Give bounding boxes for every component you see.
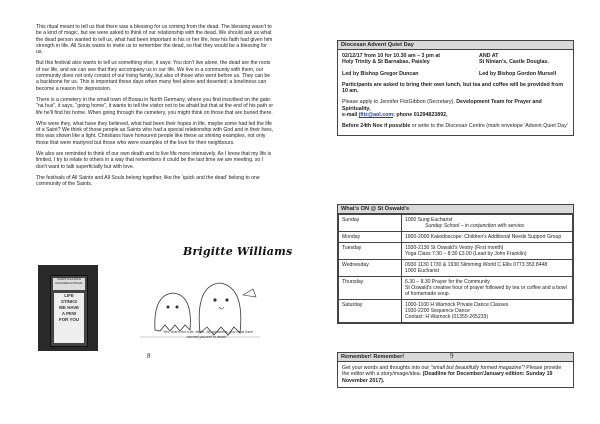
sign-line: WE HAVE xyxy=(58,305,80,310)
events-cell xyxy=(402,243,573,260)
bring-lunch-note: Participants are asked to bring their own lunch, but tea and coffee will be provided from 10 am. xyxy=(342,81,564,95)
paragraph: But this festival also wants to tell us something else, it says: You don't live alone, the dead are the roots of our life, and we can see that they accompany us in our life. We live in a community with them, our community does not only consist of our living family, but also of those who went before us. They can be a backbone for us. This is important these days when many feel alone and deserted; a loneliness can become a reason for depression. xyxy=(36,60,271,92)
event-line: 1930-2200 Sequence Dance xyxy=(405,308,470,314)
table-row xyxy=(339,215,573,232)
event-line: 1000-1100 H Warnock Private Dance Classes xyxy=(405,302,509,308)
author-signature: Brigitte Williams xyxy=(183,245,293,258)
box-heading: Diocesan Advent Quiet Day xyxy=(338,41,573,50)
church-sign-photo xyxy=(38,265,98,351)
page-number: 9 xyxy=(450,352,454,360)
box-body xyxy=(338,362,573,387)
event-line: 6.30 – 8.30 Prayer for the Community xyxy=(405,279,490,285)
event-line: 1930-2130 St Oswald's Vestry (First month) xyxy=(405,245,504,251)
day-cell: Tuesday xyxy=(339,243,402,260)
events-cell xyxy=(402,215,573,232)
apply-prefix: Please apply to Jennifer FitzGibbon (Secretary), xyxy=(342,99,457,106)
apply-team: Development Team for Prayer and Spirituality, xyxy=(342,99,542,112)
box-body xyxy=(338,50,573,135)
remember-box xyxy=(337,352,574,388)
venue-castle-douglas: St Ninian's, Castle Douglas. xyxy=(479,59,549,66)
event-line: St Oswald's creative hour of prayer followed by tea or coffee and a bowl of homemade soup. xyxy=(405,285,567,297)
event-line: 0930 1130 1730 & 1930 Slimming World C Ellis 0773 353 8448 xyxy=(405,262,548,268)
sign-line: FOR YOU xyxy=(59,317,79,322)
paragraph: There is a cemetery in the small town of Bosau in North Germany, where you find inscribed on the gate: "na hus", it says, "going home", it wants to tell the visitor not to be afraid but that at the end of his path or life he'll find his home. When going through the cemetery, you might think on those that are buried there. xyxy=(36,96,274,116)
day-cell: Saturday xyxy=(339,300,402,323)
box-heading: Remember! Remember! xyxy=(338,353,573,362)
deadline-rest: or write to the Diocesan Centre (mark envelope 'Advent Quiet Day' xyxy=(410,123,568,130)
event-line: 1000 Sung Eucharist xyxy=(405,217,453,223)
venue-row xyxy=(342,59,569,65)
schedule-table xyxy=(338,214,573,323)
events-cell xyxy=(402,260,573,277)
led-row xyxy=(342,71,569,77)
deadline-note xyxy=(342,123,569,129)
event-line: 1000 Eucharist xyxy=(405,268,439,274)
phone-number: ; phone 01294823892, xyxy=(393,112,448,119)
events-cell xyxy=(402,277,573,300)
magazine-quote: "small but beautifully formed magazine"! xyxy=(430,365,525,371)
table-row xyxy=(339,232,573,243)
led-by-mursell: Led by Bishop Gordon Mursell xyxy=(479,70,557,77)
table-row xyxy=(339,243,573,260)
day-cell: Monday xyxy=(339,232,402,243)
date-text: 02/12/17 from 10 for 10.30 am – 3 pm at xyxy=(342,53,441,59)
event-line: Contact: H Warnock (01355-265233) xyxy=(405,314,489,320)
sign-message xyxy=(54,293,84,343)
remember-text: Get your words and thoughts into our xyxy=(342,365,431,371)
email-link[interactable]: jfitz@aol.com xyxy=(358,112,394,119)
table-row xyxy=(339,277,573,300)
submission-deadline: (Deadline for December/January edition: Sunday 19 November 2017). xyxy=(342,371,553,384)
day-cell: Wednesday xyxy=(339,260,402,277)
deadline-bold: Before 24th Nov if possible xyxy=(342,123,411,130)
remember-text: Please provide the editor with a story/image/idea. xyxy=(342,365,562,378)
sign-line: A PEW xyxy=(61,311,77,316)
paragraph: The festivals of All Saints and All Souls belong together, like the 'quick and the dead' belong to one community of the Saints. xyxy=(36,174,260,188)
whats-on-box xyxy=(337,204,574,324)
event-line: 1800-2000 Kaleidoscope: Children's Additional Needs Support Group xyxy=(405,234,562,240)
table-row xyxy=(339,300,573,323)
sign-line: LIFE xyxy=(64,293,74,298)
events-cell xyxy=(402,232,573,243)
email-label: e-mail xyxy=(342,112,359,119)
box-heading: What's ON @ St Oswald's xyxy=(338,205,573,214)
paragraph: Who were they, what have they believed, what had been their hopes in life, maybe some had led the life of a Saint? We think of those people as Saints who had a special relationship with God and in their lives, this was shown like a light. Christians have honoured people like these as shining examples, not only those that were martyred but those who were examples of the love for their neighbours. xyxy=(36,120,274,146)
sign-line: STINKS xyxy=(60,299,78,304)
advent-quiet-day-box xyxy=(337,40,574,136)
paragraph: This ritual meant to tell us that there was a blessing for us coming from the dead. The blessing wasn't to be a kind of magic, but we were asked to think of our relationship with the dead. We should ask us what the dead person wanted to tell us, what had been important in his or her life, how his faith had given him strength in life. All Souls wants to invite us to remember the dead, so that they would be a blessing for us. xyxy=(36,24,273,56)
table-row xyxy=(339,260,573,277)
events-cell xyxy=(402,300,573,323)
article-text xyxy=(36,24,274,193)
apply-info xyxy=(342,99,569,118)
paragraph: We also are reminded to think of our own death and to live life more intensively. As I know that my life is limited, I try to relate to others in a way that remembers it could be the last time we are meeting, so I don't want to talk superficially but with love. xyxy=(36,151,272,170)
venue-paisley: Holy Trinity & St Barnabas, Paisley xyxy=(342,59,430,66)
event-line: Yoga Class 7:30 – 8:30 £3.00 (Lead by John Franklin) xyxy=(405,251,527,257)
day-cell: Thursday xyxy=(339,277,402,300)
sign-header: CHRISTCHURCH CONGREGATIONAL xyxy=(53,278,85,290)
event-line: Sunday School – in conjunction with service xyxy=(425,223,525,229)
led-by-duncan: Led by Bishop Gregor Duncan xyxy=(342,70,419,77)
church-sign xyxy=(50,275,88,347)
page-number: 8 xyxy=(147,352,151,360)
day-cell: Sunday xyxy=(339,215,402,232)
cartoon-caption: "Yes, that's not a tie, either. My goodness, you must have worried yourself to death." xyxy=(161,330,254,339)
and-at-text: AND AT xyxy=(479,53,499,59)
